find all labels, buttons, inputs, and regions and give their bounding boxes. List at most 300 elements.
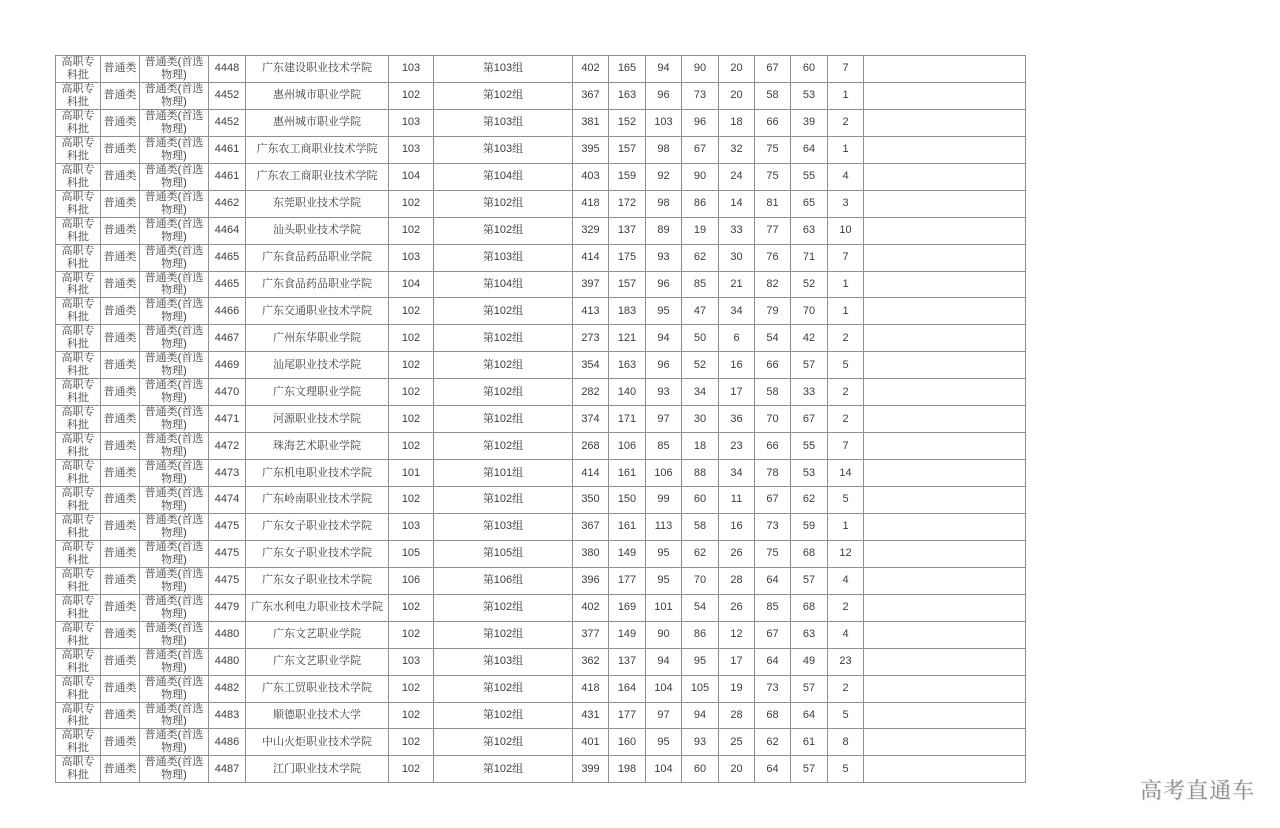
cell-batch: 高职专科批 bbox=[56, 648, 101, 675]
cell-value-6: 68 bbox=[755, 702, 791, 729]
cell-school-code: 4475 bbox=[209, 567, 246, 594]
cell-subject-type: 普通类(首选物理) bbox=[140, 702, 209, 729]
cell-extra bbox=[864, 540, 1026, 567]
cell-school-name: 广东交通职业技术学院 bbox=[246, 298, 389, 325]
cell-category: 普通类 bbox=[101, 540, 140, 567]
cell-value-5: 11 bbox=[719, 487, 755, 514]
cell-batch: 高职专科批 bbox=[56, 82, 101, 109]
cell-extra bbox=[864, 702, 1026, 729]
cell-value-8: 2 bbox=[828, 675, 864, 702]
cell-category: 普通类 bbox=[101, 756, 140, 783]
cell-value-3: 85 bbox=[646, 433, 682, 460]
cell-value-7: 68 bbox=[791, 594, 828, 621]
table-row bbox=[56, 540, 1026, 567]
cell-value-3: 98 bbox=[646, 190, 682, 217]
cell-value-7: 57 bbox=[791, 756, 828, 783]
cell-value-3: 99 bbox=[646, 487, 682, 514]
cell-school-name: 广东女子职业技术学院 bbox=[246, 567, 389, 594]
cell-group-name: 第102组 bbox=[434, 594, 573, 621]
cell-category: 普通类 bbox=[101, 271, 140, 298]
cell-value-6: 82 bbox=[755, 271, 791, 298]
cell-value-8: 2 bbox=[828, 109, 864, 136]
cell-batch: 高职专科批 bbox=[56, 190, 101, 217]
cell-value-5: 20 bbox=[719, 756, 755, 783]
cell-subject-type: 普通类(首选物理) bbox=[140, 109, 209, 136]
cell-value-3: 95 bbox=[646, 298, 682, 325]
cell-category: 普通类 bbox=[101, 460, 140, 487]
cell-group-name: 第102组 bbox=[434, 675, 573, 702]
cell-value-1: 414 bbox=[573, 244, 609, 271]
cell-value-2: 137 bbox=[609, 217, 646, 244]
cell-value-1: 329 bbox=[573, 217, 609, 244]
cell-subject-type: 普通类(首选物理) bbox=[140, 433, 209, 460]
cell-group-number: 102 bbox=[389, 379, 434, 406]
cell-batch: 高职专科批 bbox=[56, 406, 101, 433]
cell-value-4: 93 bbox=[682, 729, 719, 756]
cell-subject-type: 普通类(首选物理) bbox=[140, 82, 209, 109]
cell-school-name: 顺德职业技术大学 bbox=[246, 702, 389, 729]
cell-batch: 高职专科批 bbox=[56, 56, 101, 83]
cell-extra bbox=[864, 190, 1026, 217]
cell-extra bbox=[864, 729, 1026, 756]
cell-value-7: 67 bbox=[791, 406, 828, 433]
cell-value-3: 93 bbox=[646, 379, 682, 406]
cell-batch: 高职专科批 bbox=[56, 513, 101, 540]
cell-value-3: 94 bbox=[646, 648, 682, 675]
cell-value-3: 98 bbox=[646, 136, 682, 163]
table-row bbox=[56, 621, 1026, 648]
cell-subject-type: 普通类(首选物理) bbox=[140, 648, 209, 675]
cell-subject-type: 普通类(首选物理) bbox=[140, 56, 209, 83]
cell-subject-type: 普通类(首选物理) bbox=[140, 460, 209, 487]
cell-category: 普通类 bbox=[101, 352, 140, 379]
cell-value-3: 113 bbox=[646, 513, 682, 540]
cell-batch: 高职专科批 bbox=[56, 136, 101, 163]
cell-school-code: 4487 bbox=[209, 756, 246, 783]
cell-value-5: 30 bbox=[719, 244, 755, 271]
cell-group-number: 103 bbox=[389, 648, 434, 675]
cell-value-8: 7 bbox=[828, 244, 864, 271]
cell-extra bbox=[864, 136, 1026, 163]
cell-value-1: 282 bbox=[573, 379, 609, 406]
cell-value-5: 20 bbox=[719, 82, 755, 109]
cell-value-2: 161 bbox=[609, 513, 646, 540]
cell-value-4: 70 bbox=[682, 567, 719, 594]
cell-value-4: 18 bbox=[682, 433, 719, 460]
cell-batch: 高职专科批 bbox=[56, 244, 101, 271]
cell-value-5: 34 bbox=[719, 460, 755, 487]
cell-school-code: 4471 bbox=[209, 406, 246, 433]
cell-category: 普通类 bbox=[101, 244, 140, 271]
cell-batch: 高职专科批 bbox=[56, 594, 101, 621]
cell-value-1: 403 bbox=[573, 163, 609, 190]
cell-value-2: 175 bbox=[609, 244, 646, 271]
cell-subject-type: 普通类(首选物理) bbox=[140, 729, 209, 756]
cell-group-number: 102 bbox=[389, 190, 434, 217]
cell-category: 普通类 bbox=[101, 487, 140, 514]
cell-value-1: 431 bbox=[573, 702, 609, 729]
cell-value-7: 55 bbox=[791, 433, 828, 460]
cell-group-name: 第104组 bbox=[434, 163, 573, 190]
cell-value-1: 350 bbox=[573, 487, 609, 514]
cell-value-2: 159 bbox=[609, 163, 646, 190]
cell-value-1: 380 bbox=[573, 540, 609, 567]
cell-value-2: 152 bbox=[609, 109, 646, 136]
cell-value-8: 12 bbox=[828, 540, 864, 567]
cell-value-6: 85 bbox=[755, 594, 791, 621]
cell-value-4: 60 bbox=[682, 756, 719, 783]
cell-group-name: 第102组 bbox=[434, 406, 573, 433]
cell-school-code: 4464 bbox=[209, 217, 246, 244]
cell-value-6: 67 bbox=[755, 621, 791, 648]
table-row bbox=[56, 217, 1026, 244]
cell-category: 普通类 bbox=[101, 56, 140, 83]
cell-value-4: 105 bbox=[682, 675, 719, 702]
cell-value-1: 273 bbox=[573, 325, 609, 352]
cell-batch: 高职专科批 bbox=[56, 163, 101, 190]
table-row bbox=[56, 702, 1026, 729]
cell-category: 普通类 bbox=[101, 621, 140, 648]
cell-school-code: 4452 bbox=[209, 109, 246, 136]
cell-value-2: 149 bbox=[609, 540, 646, 567]
cell-value-5: 28 bbox=[719, 702, 755, 729]
cell-school-code: 4462 bbox=[209, 190, 246, 217]
watermark-text: 高考直通车 bbox=[1140, 778, 1256, 803]
cell-value-4: 94 bbox=[682, 702, 719, 729]
cell-category: 普通类 bbox=[101, 109, 140, 136]
table-row bbox=[56, 433, 1026, 460]
cell-school-code: 4461 bbox=[209, 163, 246, 190]
cell-subject-type: 普通类(首选物理) bbox=[140, 594, 209, 621]
table-row bbox=[56, 460, 1026, 487]
cell-school-code: 4466 bbox=[209, 298, 246, 325]
cell-extra bbox=[864, 352, 1026, 379]
cell-value-7: 63 bbox=[791, 621, 828, 648]
cell-value-7: 68 bbox=[791, 540, 828, 567]
cell-group-number: 104 bbox=[389, 271, 434, 298]
cell-extra bbox=[864, 82, 1026, 109]
cell-value-1: 354 bbox=[573, 352, 609, 379]
cell-school-code: 4461 bbox=[209, 136, 246, 163]
cell-group-number: 102 bbox=[389, 325, 434, 352]
cell-group-number: 103 bbox=[389, 513, 434, 540]
cell-value-3: 101 bbox=[646, 594, 682, 621]
cell-value-8: 8 bbox=[828, 729, 864, 756]
cell-group-number: 102 bbox=[389, 729, 434, 756]
cell-subject-type: 普通类(首选物理) bbox=[140, 352, 209, 379]
cell-school-name: 广东机电职业技术学院 bbox=[246, 460, 389, 487]
cell-value-7: 71 bbox=[791, 244, 828, 271]
cell-subject-type: 普通类(首选物理) bbox=[140, 621, 209, 648]
cell-value-8: 2 bbox=[828, 594, 864, 621]
cell-batch: 高职专科批 bbox=[56, 675, 101, 702]
cell-value-3: 96 bbox=[646, 352, 682, 379]
cell-value-2: 106 bbox=[609, 433, 646, 460]
cell-school-name: 河源职业技术学院 bbox=[246, 406, 389, 433]
cell-value-1: 397 bbox=[573, 271, 609, 298]
cell-group-name: 第102组 bbox=[434, 621, 573, 648]
cell-value-2: 137 bbox=[609, 648, 646, 675]
cell-value-5: 12 bbox=[719, 621, 755, 648]
cell-value-1: 381 bbox=[573, 109, 609, 136]
cell-value-1: 402 bbox=[573, 56, 609, 83]
cell-subject-type: 普通类(首选物理) bbox=[140, 487, 209, 514]
cell-group-number: 104 bbox=[389, 163, 434, 190]
cell-value-2: 169 bbox=[609, 594, 646, 621]
cell-group-number: 102 bbox=[389, 82, 434, 109]
cell-subject-type: 普通类(首选物理) bbox=[140, 406, 209, 433]
cell-value-3: 97 bbox=[646, 702, 682, 729]
cell-group-number: 102 bbox=[389, 756, 434, 783]
cell-value-3: 89 bbox=[646, 217, 682, 244]
cell-value-7: 52 bbox=[791, 271, 828, 298]
cell-group-name: 第103组 bbox=[434, 244, 573, 271]
cell-school-name: 广东建设职业技术学院 bbox=[246, 56, 389, 83]
cell-category: 普通类 bbox=[101, 298, 140, 325]
cell-value-7: 55 bbox=[791, 163, 828, 190]
cell-value-6: 64 bbox=[755, 567, 791, 594]
cell-batch: 高职专科批 bbox=[56, 298, 101, 325]
cell-value-7: 59 bbox=[791, 513, 828, 540]
cell-school-code: 4480 bbox=[209, 621, 246, 648]
table-row bbox=[56, 325, 1026, 352]
table-row bbox=[56, 513, 1026, 540]
cell-group-name: 第103组 bbox=[434, 56, 573, 83]
cell-batch: 高职专科批 bbox=[56, 325, 101, 352]
cell-value-1: 374 bbox=[573, 406, 609, 433]
cell-extra bbox=[864, 594, 1026, 621]
cell-school-code: 4465 bbox=[209, 244, 246, 271]
cell-value-1: 418 bbox=[573, 190, 609, 217]
cell-value-4: 50 bbox=[682, 325, 719, 352]
cell-school-name: 珠海艺术职业学院 bbox=[246, 433, 389, 460]
cell-school-code: 4448 bbox=[209, 56, 246, 83]
cell-school-name: 惠州城市职业学院 bbox=[246, 109, 389, 136]
cell-group-name: 第102组 bbox=[434, 82, 573, 109]
cell-value-4: 90 bbox=[682, 163, 719, 190]
cell-subject-type: 普通类(首选物理) bbox=[140, 513, 209, 540]
table-row bbox=[56, 298, 1026, 325]
cell-group-number: 102 bbox=[389, 594, 434, 621]
cell-batch: 高职专科批 bbox=[56, 702, 101, 729]
cell-value-5: 26 bbox=[719, 540, 755, 567]
cell-school-code: 4483 bbox=[209, 702, 246, 729]
cell-value-7: 70 bbox=[791, 298, 828, 325]
cell-value-7: 65 bbox=[791, 190, 828, 217]
cell-group-name: 第102组 bbox=[434, 702, 573, 729]
cell-extra bbox=[864, 513, 1026, 540]
cell-school-name: 广东食品药品职业学院 bbox=[246, 244, 389, 271]
cell-value-4: 86 bbox=[682, 190, 719, 217]
cell-value-5: 19 bbox=[719, 675, 755, 702]
cell-subject-type: 普通类(首选物理) bbox=[140, 675, 209, 702]
cell-value-8: 7 bbox=[828, 433, 864, 460]
cell-value-2: 160 bbox=[609, 729, 646, 756]
table-row bbox=[56, 352, 1026, 379]
cell-category: 普通类 bbox=[101, 513, 140, 540]
cell-value-6: 54 bbox=[755, 325, 791, 352]
cell-value-7: 57 bbox=[791, 352, 828, 379]
cell-value-4: 58 bbox=[682, 513, 719, 540]
cell-subject-type: 普通类(首选物理) bbox=[140, 163, 209, 190]
cell-group-name: 第103组 bbox=[434, 513, 573, 540]
cell-value-5: 33 bbox=[719, 217, 755, 244]
cell-group-number: 103 bbox=[389, 244, 434, 271]
cell-value-1: 396 bbox=[573, 567, 609, 594]
cell-value-1: 377 bbox=[573, 621, 609, 648]
table-row bbox=[56, 56, 1026, 83]
cell-subject-type: 普通类(首选物理) bbox=[140, 244, 209, 271]
cell-group-name: 第102组 bbox=[434, 756, 573, 783]
cell-category: 普通类 bbox=[101, 82, 140, 109]
cell-category: 普通类 bbox=[101, 567, 140, 594]
cell-value-4: 86 bbox=[682, 621, 719, 648]
cell-group-number: 102 bbox=[389, 621, 434, 648]
table-row bbox=[56, 729, 1026, 756]
cell-value-8: 1 bbox=[828, 513, 864, 540]
cell-value-6: 79 bbox=[755, 298, 791, 325]
table-row bbox=[56, 271, 1026, 298]
cell-value-5: 17 bbox=[719, 648, 755, 675]
cell-school-code: 4452 bbox=[209, 82, 246, 109]
cell-batch: 高职专科批 bbox=[56, 379, 101, 406]
table-row bbox=[56, 190, 1026, 217]
table-row bbox=[56, 163, 1026, 190]
cell-value-1: 413 bbox=[573, 298, 609, 325]
cell-batch: 高职专科批 bbox=[56, 540, 101, 567]
cell-school-code: 4467 bbox=[209, 325, 246, 352]
cell-group-name: 第102组 bbox=[434, 352, 573, 379]
cell-value-8: 2 bbox=[828, 379, 864, 406]
table-row bbox=[56, 109, 1026, 136]
cell-value-5: 18 bbox=[719, 109, 755, 136]
table-row bbox=[56, 567, 1026, 594]
cell-group-number: 102 bbox=[389, 352, 434, 379]
cell-value-3: 97 bbox=[646, 406, 682, 433]
cell-school-name: 中山火炬职业技术学院 bbox=[246, 729, 389, 756]
cell-value-3: 94 bbox=[646, 325, 682, 352]
cell-value-8: 5 bbox=[828, 702, 864, 729]
cell-value-4: 52 bbox=[682, 352, 719, 379]
cell-category: 普通类 bbox=[101, 702, 140, 729]
cell-value-8: 1 bbox=[828, 271, 864, 298]
cell-group-number: 102 bbox=[389, 487, 434, 514]
cell-value-3: 104 bbox=[646, 675, 682, 702]
cell-subject-type: 普通类(首选物理) bbox=[140, 136, 209, 163]
cell-school-name: 广东岭南职业技术学院 bbox=[246, 487, 389, 514]
cell-subject-type: 普通类(首选物理) bbox=[140, 540, 209, 567]
cell-value-7: 39 bbox=[791, 109, 828, 136]
cell-extra bbox=[864, 460, 1026, 487]
cell-school-code: 4473 bbox=[209, 460, 246, 487]
cell-school-name: 广东文艺职业学院 bbox=[246, 648, 389, 675]
cell-group-number: 102 bbox=[389, 433, 434, 460]
cell-group-name: 第102组 bbox=[434, 190, 573, 217]
cell-value-8: 4 bbox=[828, 163, 864, 190]
cell-value-4: 73 bbox=[682, 82, 719, 109]
cell-school-code: 4465 bbox=[209, 271, 246, 298]
cell-value-8: 23 bbox=[828, 648, 864, 675]
cell-value-3: 96 bbox=[646, 271, 682, 298]
cell-extra bbox=[864, 163, 1026, 190]
table-row bbox=[56, 379, 1026, 406]
cell-school-name: 广东食品药品职业学院 bbox=[246, 271, 389, 298]
cell-batch: 高职专科批 bbox=[56, 217, 101, 244]
cell-value-4: 90 bbox=[682, 56, 719, 83]
table-row bbox=[56, 675, 1026, 702]
cell-value-1: 268 bbox=[573, 433, 609, 460]
cell-group-name: 第102组 bbox=[434, 298, 573, 325]
cell-value-7: 64 bbox=[791, 702, 828, 729]
cell-value-1: 401 bbox=[573, 729, 609, 756]
cell-value-5: 26 bbox=[719, 594, 755, 621]
cell-extra bbox=[864, 621, 1026, 648]
cell-group-name: 第104组 bbox=[434, 271, 573, 298]
cell-school-code: 4486 bbox=[209, 729, 246, 756]
table-row bbox=[56, 648, 1026, 675]
cell-value-7: 57 bbox=[791, 567, 828, 594]
cell-value-8: 5 bbox=[828, 756, 864, 783]
cell-value-8: 1 bbox=[828, 136, 864, 163]
cell-value-5: 34 bbox=[719, 298, 755, 325]
cell-value-3: 95 bbox=[646, 729, 682, 756]
cell-school-name: 汕尾职业技术学院 bbox=[246, 352, 389, 379]
cell-value-8: 4 bbox=[828, 621, 864, 648]
cell-group-number: 103 bbox=[389, 109, 434, 136]
cell-value-3: 96 bbox=[646, 82, 682, 109]
cell-value-2: 163 bbox=[609, 82, 646, 109]
cell-subject-type: 普通类(首选物理) bbox=[140, 567, 209, 594]
cell-value-2: 171 bbox=[609, 406, 646, 433]
cell-value-6: 67 bbox=[755, 487, 791, 514]
cell-value-2: 140 bbox=[609, 379, 646, 406]
cell-category: 普通类 bbox=[101, 594, 140, 621]
cell-school-name: 广东文艺职业学院 bbox=[246, 621, 389, 648]
cell-school-name: 广东女子职业技术学院 bbox=[246, 513, 389, 540]
cell-school-name: 广东农工商职业技术学院 bbox=[246, 163, 389, 190]
cell-value-5: 6 bbox=[719, 325, 755, 352]
cell-value-8: 14 bbox=[828, 460, 864, 487]
cell-batch: 高职专科批 bbox=[56, 756, 101, 783]
cell-batch: 高职专科批 bbox=[56, 487, 101, 514]
table-row bbox=[56, 594, 1026, 621]
cell-value-8: 5 bbox=[828, 352, 864, 379]
cell-value-1: 362 bbox=[573, 648, 609, 675]
cell-value-4: 54 bbox=[682, 594, 719, 621]
cell-value-5: 36 bbox=[719, 406, 755, 433]
cell-value-7: 62 bbox=[791, 487, 828, 514]
cell-value-5: 23 bbox=[719, 433, 755, 460]
cell-school-name: 惠州城市职业学院 bbox=[246, 82, 389, 109]
cell-group-number: 106 bbox=[389, 567, 434, 594]
cell-category: 普通类 bbox=[101, 379, 140, 406]
cell-category: 普通类 bbox=[101, 729, 140, 756]
cell-value-5: 16 bbox=[719, 513, 755, 540]
cell-value-6: 76 bbox=[755, 244, 791, 271]
cell-value-2: 165 bbox=[609, 56, 646, 83]
cell-group-name: 第106组 bbox=[434, 567, 573, 594]
cell-value-5: 16 bbox=[719, 352, 755, 379]
cell-extra bbox=[864, 487, 1026, 514]
cell-value-2: 172 bbox=[609, 190, 646, 217]
cell-school-name: 广州东华职业学院 bbox=[246, 325, 389, 352]
cell-value-8: 1 bbox=[828, 82, 864, 109]
cell-value-4: 62 bbox=[682, 244, 719, 271]
cell-value-8: 10 bbox=[828, 217, 864, 244]
cell-value-1: 367 bbox=[573, 82, 609, 109]
cell-value-5: 24 bbox=[719, 163, 755, 190]
cell-extra bbox=[864, 325, 1026, 352]
